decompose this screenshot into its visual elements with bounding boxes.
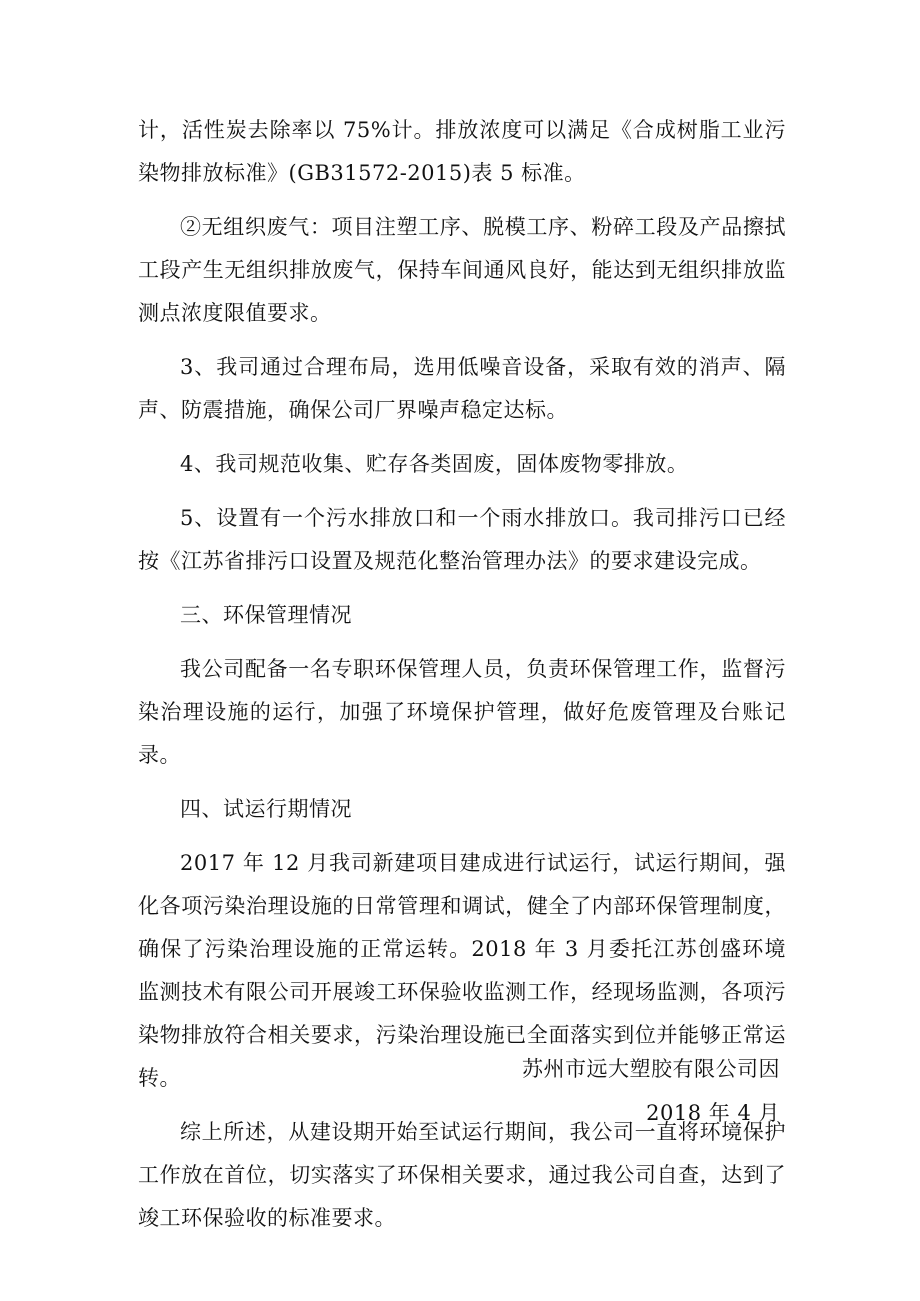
paragraph-management: 我公司配备一名专职环保管理人员，负责环保管理工作，监督污染治理设施的运行，加强了环境保护管理，做好危废管理及台账记录。 bbox=[138, 657, 786, 767]
section-heading-management: 三、环保管理情况 bbox=[180, 603, 352, 627]
paragraph-solid-waste: 4、我司规范收集、贮存各类固废，固体废物零排放。 bbox=[180, 452, 689, 476]
paragraph-waste-gas-continued: 计，活性炭去除率以 75%计。排放浓度可以满足《合成树脂工业污染物排放标准》(GB31572-2015)表 5 标准。 bbox=[138, 118, 786, 185]
section-heading-trial-run: 四、试运行期情况 bbox=[180, 797, 352, 821]
signature-date: 2018 年 4 月 bbox=[646, 1101, 780, 1125]
paragraph-outfalls: 5、设置有一个污水排放口和一个雨水排放口。我司排污口已经按《江苏省排污口设置及规范化整治管理办法》的要求建设完成。 bbox=[138, 506, 786, 573]
paragraph-conclusion: 综上所述，从建设期开始至试运行期间，我公司一直将环境保护工作放在首位，切实落实了环保相关要求，通过我公司自查，达到了竣工环保验收的标准要求。 bbox=[138, 1120, 786, 1230]
paragraph-noise: 3、我司通过合理布局，选用低噪音设备，采取有效的消声、隔声、防震措施，确保公司厂界噪声稳定达标。 bbox=[138, 355, 786, 422]
signature-company: 苏州市远大塑胶有限公司因 bbox=[522, 1057, 780, 1081]
paragraph-fugitive-emissions: ②无组织废气：项目注塑工序、脱模工序、粉碎工段及产品擦拭工段产生无组织排放废气，保持车间通风良好，能达到无组织排放监测点浓度限值要求。 bbox=[138, 215, 786, 325]
paragraph-trial-run: 2017 年 12 月我司新建项目建成进行试运行，试运行期间，强化各项污染治理设施的日常管理和调试，健全了内部环保管理制度，确保了污染治理设施的正常运转。2018 年 3 月委托江苏创盛环境监测技术有限公司开展竣工环保验收监测工作，经现场监测，各项污染物排放符合相关要求，污染治理设施已全面落实到位并能够正常运转。 bbox=[138, 851, 786, 1090]
